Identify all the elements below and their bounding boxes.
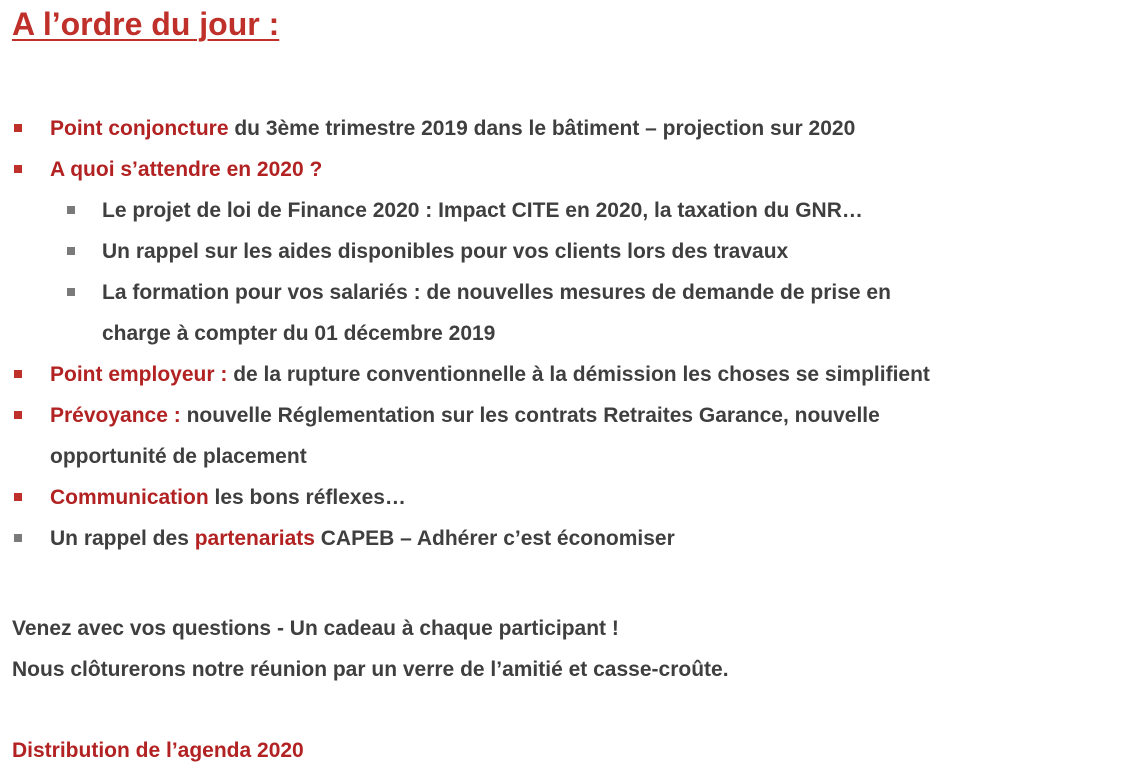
distribution-note: Distribution de l’agenda 2020 xyxy=(12,739,304,762)
agenda-subitem-text: Le projet de loi de Finance 2020 : Impact CITE en 2020, la taxation du GNR… xyxy=(102,199,863,222)
square-bullet-icon xyxy=(67,206,75,214)
agenda-item-text-line2: opportunité de placement xyxy=(50,445,307,468)
square-bullet-icon xyxy=(14,493,22,501)
square-bullet-icon xyxy=(14,370,22,378)
agenda-item-highlight: Communication xyxy=(50,486,209,509)
closing-line-2: Nous clôturerons notre réunion par un verre de l’amitié et casse-croûte. xyxy=(12,658,729,681)
agenda-item-text: CAPEB – Adhérer c’est économiser xyxy=(314,527,675,550)
agenda-item-highlight: partenariats xyxy=(194,527,315,550)
square-bullet-icon xyxy=(14,124,22,132)
agenda-item-conjoncture xyxy=(12,108,1132,149)
agenda-item-employeur xyxy=(12,354,1132,395)
agenda-item-text-pre: Un rappel des xyxy=(50,527,195,550)
agenda-subitem-text-line2: charge à compter du 01 décembre 2019 xyxy=(102,322,496,345)
square-bullet-icon xyxy=(14,165,22,173)
closing-line-1: Venez avec vos questions - Un cadeau à chaque participant ! xyxy=(12,617,619,640)
agenda-item-highlight: Point employeur : xyxy=(50,363,228,386)
agenda-subitem-text-line1: La formation pour vos salariés : de nouvelles mesures de demande de prise en xyxy=(102,281,891,304)
square-bullet-icon xyxy=(14,534,22,542)
agenda-subitem-aides xyxy=(12,231,1132,272)
slide-title: A l’ordre du jour : xyxy=(12,6,280,42)
agenda-item-text: du 3ème trimestre 2019 dans le bâtiment – projection sur 2020 xyxy=(228,117,856,140)
agenda-item-text: les bons réflexes… xyxy=(208,486,406,509)
agenda-item-highlight: A quoi s’attendre en 2020 ? xyxy=(50,158,323,181)
agenda-item-partenariats xyxy=(12,518,1132,559)
agenda-item-prevoyance xyxy=(12,395,1132,477)
square-bullet-icon xyxy=(67,247,75,255)
agenda-item-text: nouvelle Réglementation sur les contrats Retraites Garance, nouvelle xyxy=(180,404,880,427)
agenda-item-highlight: Prévoyance : xyxy=(50,404,181,427)
agenda-item-attentes-2020 xyxy=(12,149,1132,190)
square-bullet-icon xyxy=(67,288,75,296)
agenda-subitem-text: Un rappel sur les aides disponibles pour vos clients lors des travaux xyxy=(102,240,789,263)
square-bullet-icon xyxy=(14,411,22,419)
agenda-list xyxy=(12,108,1132,559)
agenda-item-text: de la rupture conventionnelle à la démission les choses se simplifient xyxy=(227,363,930,386)
agenda-subitem-loi-finance xyxy=(12,190,1132,231)
closing-message xyxy=(12,608,729,690)
agenda-subitem-formation xyxy=(12,272,1132,354)
agenda-item-highlight: Point conjoncture xyxy=(50,117,229,140)
agenda-item-communication xyxy=(12,477,1132,518)
